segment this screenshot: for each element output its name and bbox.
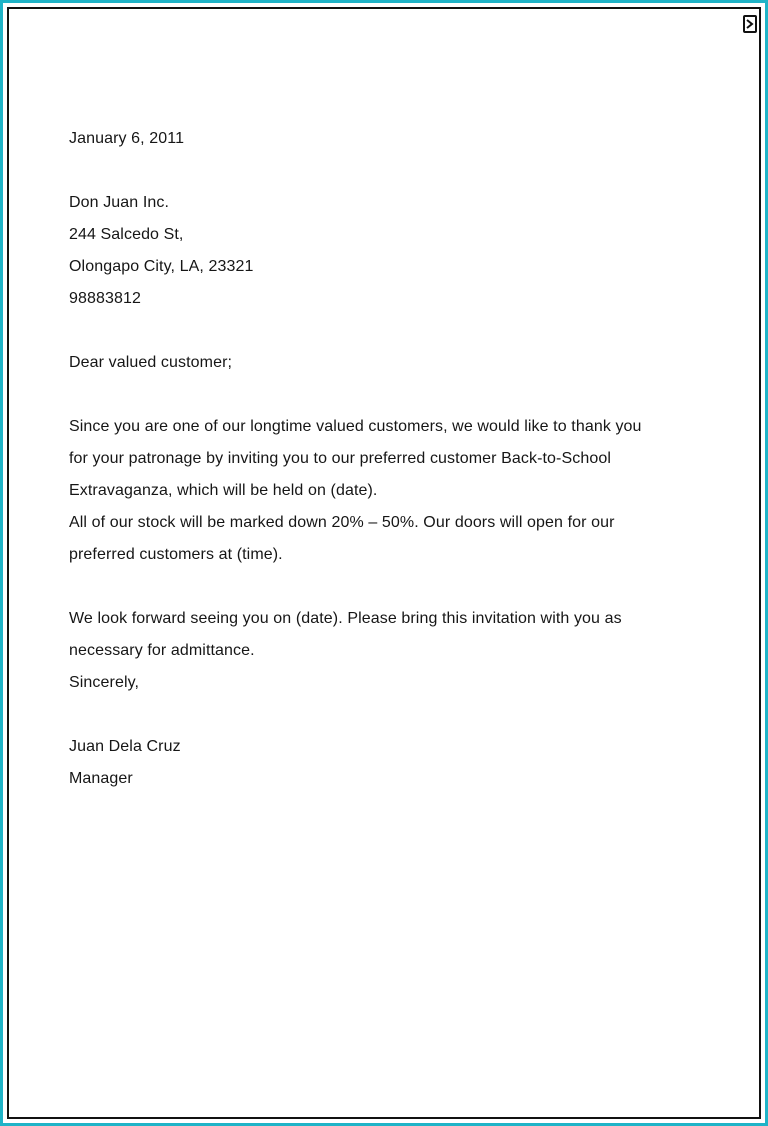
signature-title: Manager bbox=[69, 770, 133, 787]
signature-name: Juan Dela Cruz bbox=[69, 738, 181, 755]
body-line: necessary for admittance. bbox=[69, 642, 255, 659]
body-line: All of our stock will be marked down 20% – 50%. Our doors will open for our bbox=[69, 514, 615, 531]
body-line: for your patronage by inviting you to our preferred customer Back-to-School bbox=[69, 450, 611, 467]
closing: Sincerely, bbox=[69, 674, 140, 691]
recipient-street: 244 Salcedo St, bbox=[69, 226, 184, 243]
body-line: Since you are one of our longtime valued customers, we would like to thank you bbox=[69, 418, 642, 435]
letter-date: January 6, 2011 bbox=[69, 130, 185, 147]
close-icon bbox=[746, 19, 754, 29]
body-line: We look forward seeing you on (date). Please bring this invitation with you as bbox=[69, 610, 622, 627]
body-line: preferred customers at (time). bbox=[69, 546, 283, 563]
body-line: Extravaganza, which will be held on (date). bbox=[69, 482, 378, 499]
salutation: Dear valued customer; bbox=[69, 354, 233, 371]
close-button[interactable] bbox=[743, 15, 757, 33]
recipient-city: Olongapo City, LA, 23321 bbox=[69, 258, 254, 275]
document-page bbox=[7, 7, 761, 1119]
recipient-phone: 98883812 bbox=[69, 290, 141, 307]
recipient-name: Don Juan Inc. bbox=[69, 194, 170, 211]
